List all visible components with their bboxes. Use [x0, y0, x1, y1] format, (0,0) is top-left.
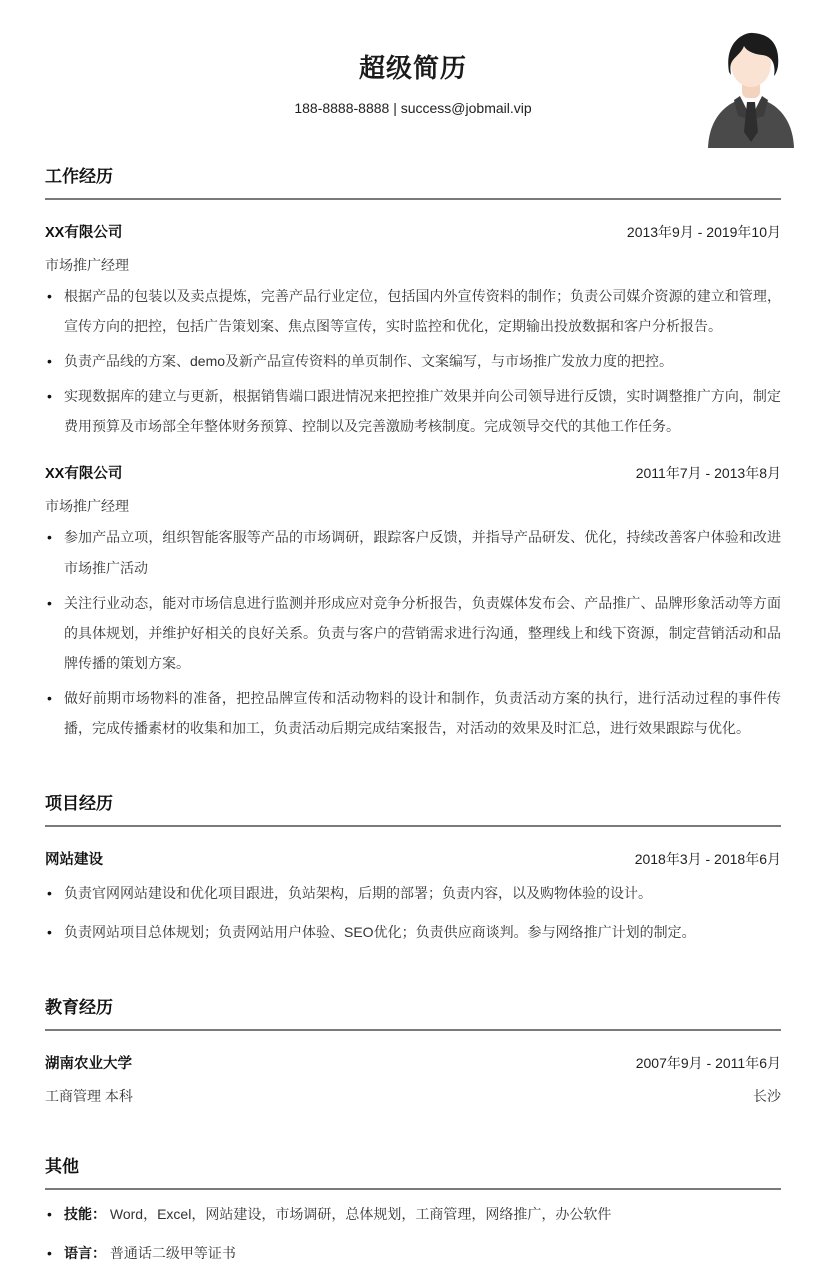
- section-title-project: 项目经历: [45, 789, 781, 827]
- school-name: 湖南农业大学: [45, 1056, 132, 1073]
- section-title-work: 工作经历: [45, 162, 781, 200]
- resume-header: [45, 48, 781, 116]
- skills-label: 技能：: [64, 1206, 106, 1223]
- work-bullet: • 做好前期市场物料的准备，把控品牌宣传和活动物料的设计和制作，负责活动方案的执行，进行活动过程的事件传播，完成传播素材的收集和加工，负责活动后期完成结案报告，对活动的效果及时汇总，进行效果跟踪与优化。: [45, 683, 781, 743]
- work-bullet: • 参加产品立项，组织智能客服等产品的市场调研，跟踪客户反馈，并指导产品研发、优化，持续改善客户体验和改进市场推广活动: [45, 522, 781, 582]
- project-name: 网站建设: [45, 852, 103, 869]
- avatar: [696, 28, 806, 148]
- avatar-illustration: [696, 28, 806, 148]
- page-title: 超级简历: [358, 53, 467, 83]
- education-location: 长沙: [753, 1088, 781, 1105]
- other-list: [45, 1199, 781, 1268]
- work-bullet: • 根据产品的包装以及卖点提炼，完善产品行业定位，包括国内外宣传资料的制作；负责公司媒介资源的建立和管理，宣传方向的把控，包括广告策划案、焦点图等宣传，实时监控和优化，定期输出投放数据和客户分析报告。: [45, 281, 781, 341]
- section-title-education: 教育经历: [45, 993, 781, 1031]
- section-title-other: 其他: [45, 1152, 781, 1190]
- work-bullet-list: [45, 281, 781, 441]
- work-date-range: 2011年7月 - 2013年8月: [635, 465, 781, 482]
- company-name: XX有限公司: [45, 225, 123, 241]
- section-education: [45, 993, 781, 1106]
- section-other: [45, 1152, 781, 1268]
- project-bullet: • 负责官网网站建设和优化项目跟进，负站架构，后期的部署；负责内容，以及购物体验的设计。: [45, 878, 781, 908]
- job-title: 市场推广经理: [45, 257, 129, 273]
- work-bullet: • 关注行业动态，能对市场信息进行监测并形成应对竞争分析报告，负责媒体发布会、产品推广、品牌形象活动等方面的具体规划，并维护好相关的良好关系。负责与客户的营销需求进行沟通，整理线上和线下资源，制定营销活动和品牌传播的策划方案。: [45, 588, 781, 678]
- work-bullet: • 实现数据库的建立与更新，根据销售端口跟进情况来把控推广效果并向公司领导进行反馈，实时调整推广方向，制定费用预算及市场部全年整体财务预算、控制以及完善激励考核制度。完成领导交代的其他工作任务。: [45, 381, 781, 441]
- skills-text: Word，Excel，网站建设，市场调研，总体规划，工商管理，网络推广，办公软件: [109, 1206, 612, 1223]
- skills-item: [45, 1199, 781, 1229]
- work-entry: [45, 462, 781, 743]
- education-entry: [45, 1052, 781, 1106]
- work-date-range: 2013年9月 - 2019年10月: [626, 224, 781, 240]
- work-entry: [45, 221, 781, 441]
- project-entry: [45, 848, 781, 947]
- project-bullet-list: [45, 878, 781, 947]
- project-date-range: 2018年3月 - 2018年6月: [634, 851, 781, 868]
- job-title: 市场推广经理: [45, 498, 129, 515]
- section-work: [45, 162, 781, 743]
- education-major: 工商管理 本科: [45, 1088, 133, 1105]
- language-item: [45, 1238, 781, 1268]
- section-project: [45, 789, 781, 947]
- language-label: 语言：: [64, 1245, 106, 1262]
- language-text: 普通话二级甲等证书: [109, 1245, 236, 1262]
- company-name: XX有限公司: [45, 466, 123, 483]
- work-bullet: • 负责产品线的方案、demo及新产品宣传资料的单页制作、文案编写，与市场推广发放力度的把控。: [45, 346, 781, 376]
- project-bullet: • 负责网站项目总体规划；负责网站用户体验、SEO优化；负责供应商谈判。参与网络推广计划的制定。: [45, 917, 781, 947]
- work-bullet-list: [45, 522, 781, 743]
- contact-line: 188-8888-8888 | success@jobmail.vip: [294, 100, 532, 116]
- education-date-range: 2007年9月 - 2011年6月: [635, 1055, 781, 1072]
